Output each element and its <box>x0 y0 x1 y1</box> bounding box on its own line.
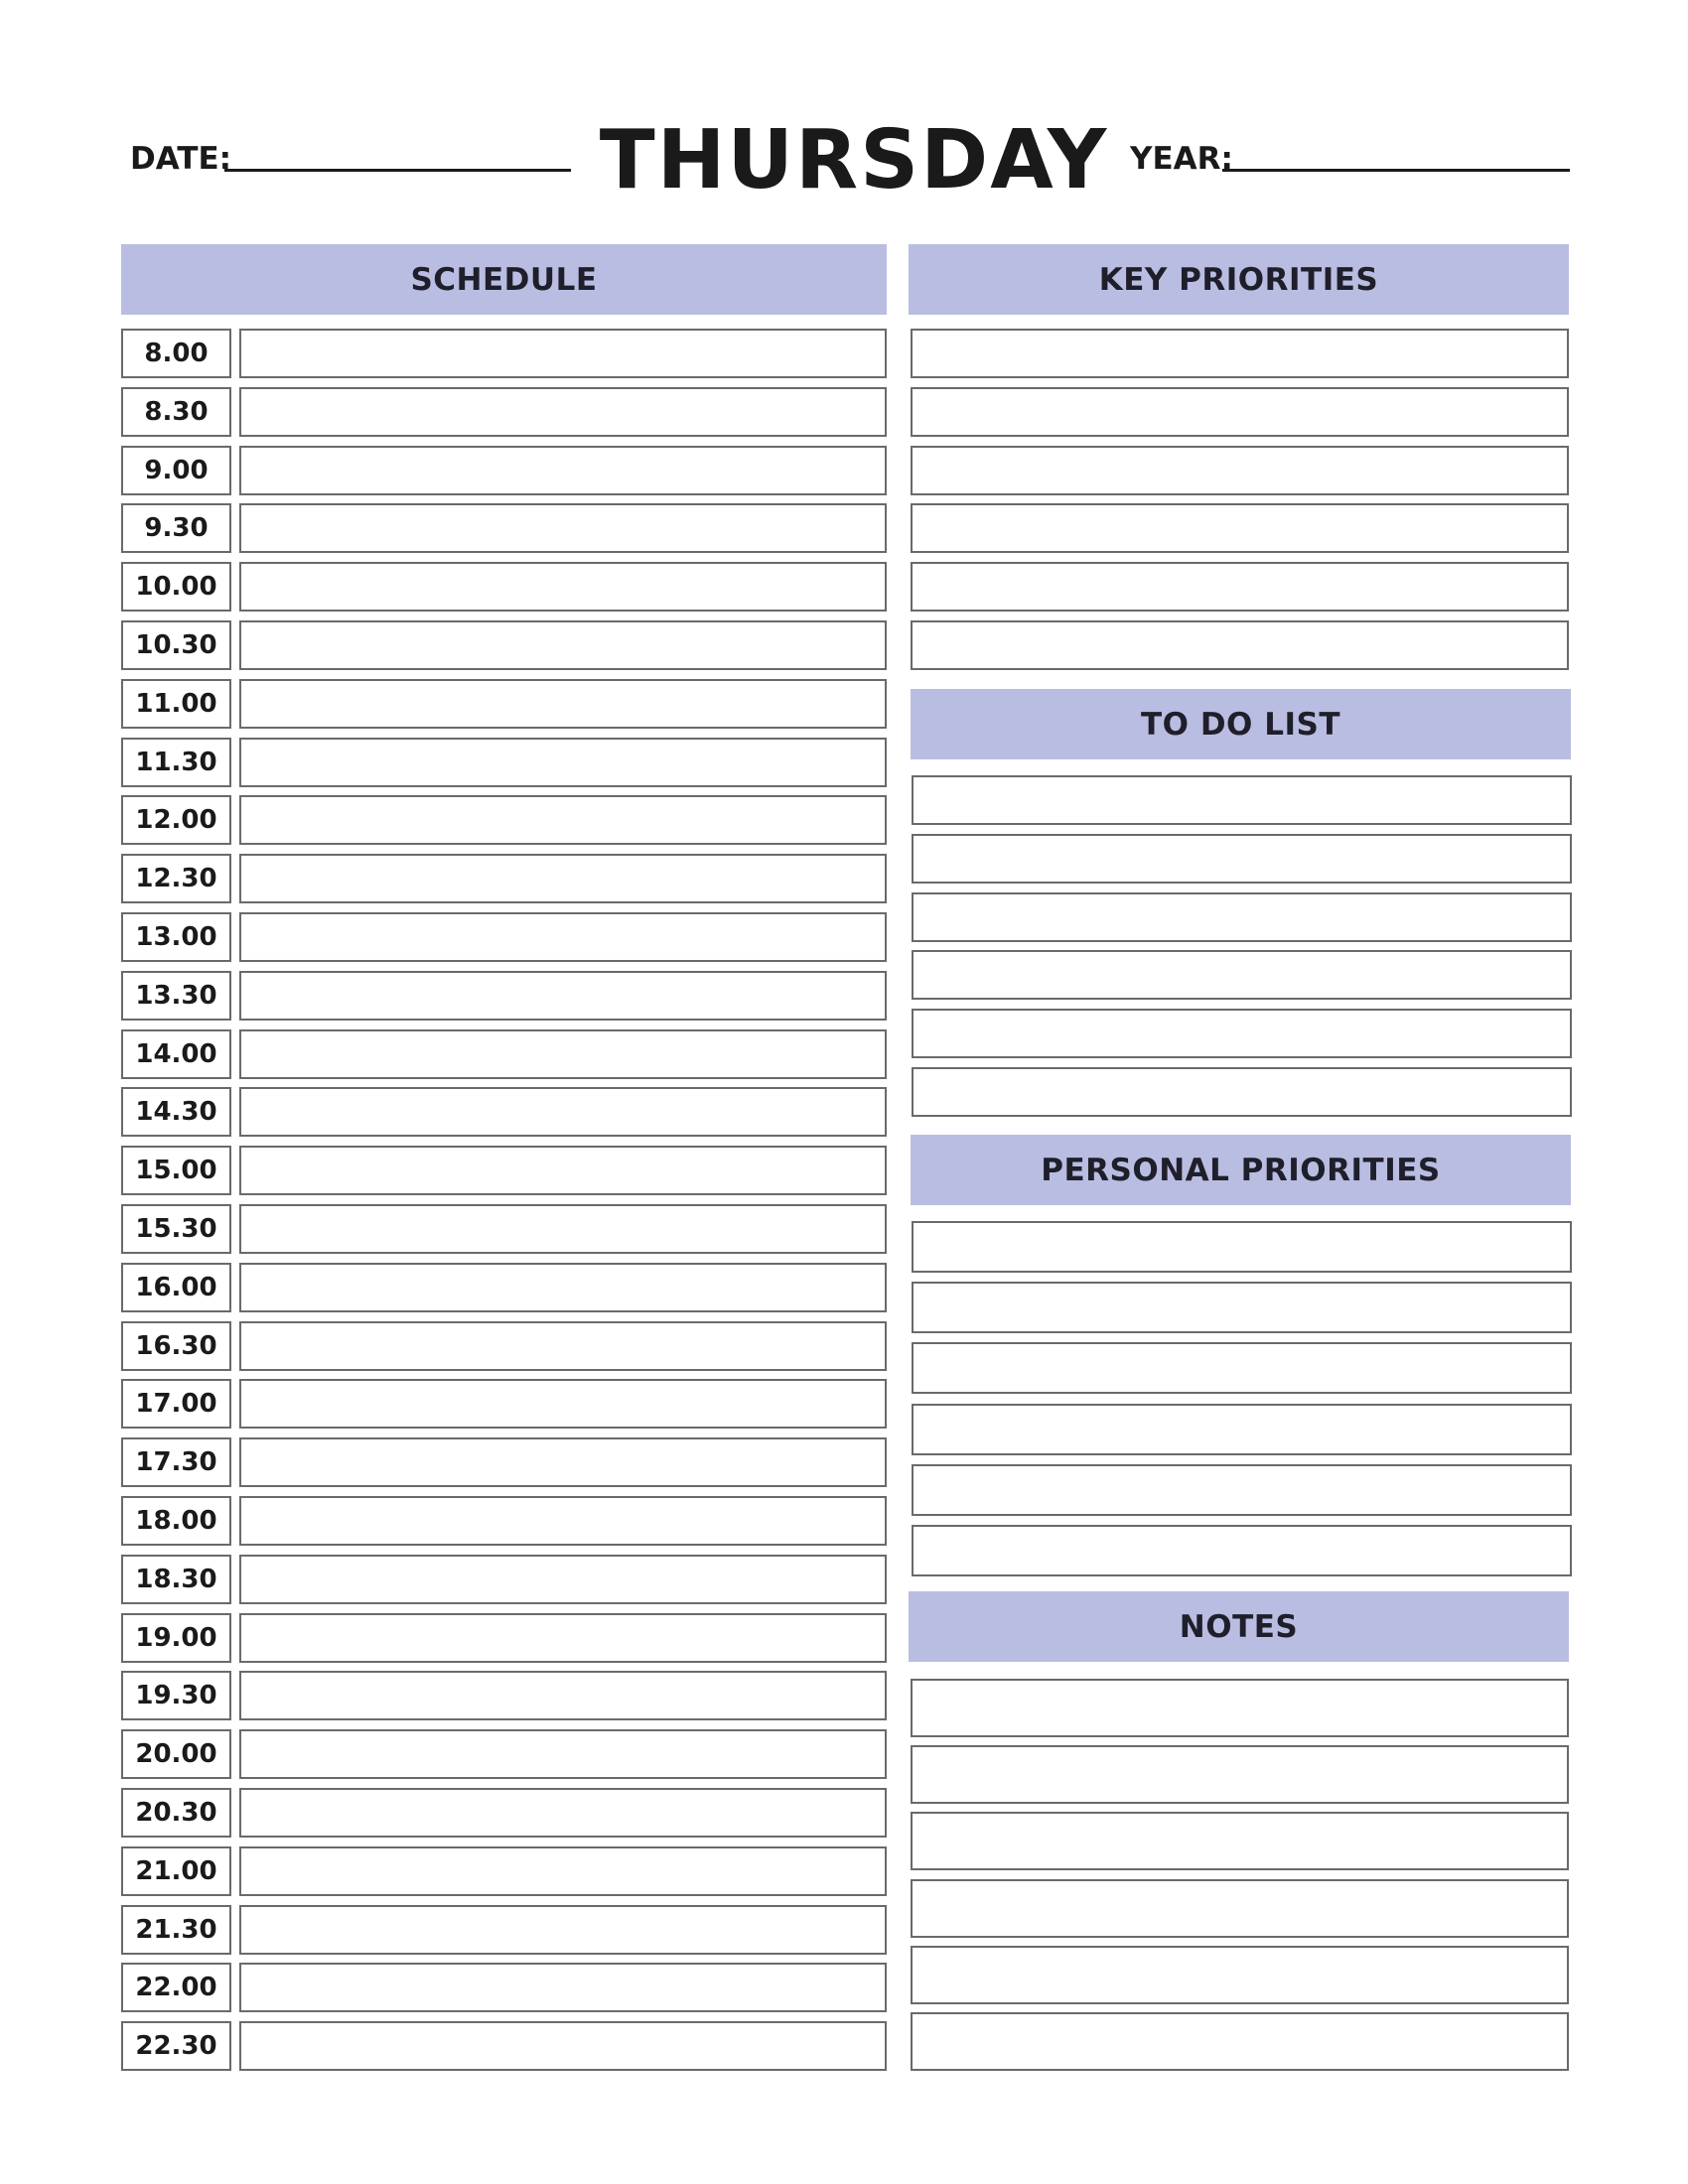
schedule-time-cell: 20.30 <box>121 1788 231 1838</box>
personal-priority-field[interactable] <box>912 1464 1572 1516</box>
key-priority-field[interactable] <box>911 562 1569 612</box>
schedule-entry-field[interactable] <box>239 1846 887 1896</box>
schedule-entry-field[interactable] <box>239 1496 887 1546</box>
schedule-entry-field[interactable] <box>239 562 887 612</box>
schedule-entry-field[interactable] <box>239 620 887 670</box>
schedule-entry-field[interactable] <box>239 1204 887 1254</box>
schedule-entry-field[interactable] <box>239 971 887 1021</box>
todo-item-field[interactable] <box>912 892 1572 942</box>
schedule-time-cell: 17.30 <box>121 1437 231 1487</box>
schedule-time-cell: 13.30 <box>121 971 231 1021</box>
date-field[interactable] <box>224 169 571 172</box>
schedule-entry-field[interactable] <box>239 1788 887 1838</box>
schedule-time-cell: 9.30 <box>121 503 231 553</box>
schedule-entry-field[interactable] <box>239 1437 887 1487</box>
schedule-entry-field[interactable] <box>239 795 887 845</box>
schedule-time-cell: 18.00 <box>121 1496 231 1546</box>
todo-item-field[interactable] <box>912 775 1572 825</box>
schedule-entry-field[interactable] <box>239 329 887 378</box>
todo-item-field[interactable] <box>912 950 1572 1000</box>
schedule-entry-field[interactable] <box>239 1729 887 1779</box>
schedule-time-cell: 12.00 <box>121 795 231 845</box>
todo-item-field[interactable] <box>912 834 1572 884</box>
todo-list-header: TO DO LIST <box>911 689 1571 759</box>
schedule-time-cell: 14.30 <box>121 1087 231 1137</box>
key-priority-field[interactable] <box>911 446 1569 495</box>
schedule-time-cell: 10.30 <box>121 620 231 670</box>
year-field[interactable] <box>1222 169 1570 172</box>
key-priority-field[interactable] <box>911 503 1569 553</box>
schedule-time-cell: 15.30 <box>121 1204 231 1254</box>
schedule-time-cell: 8.30 <box>121 387 231 437</box>
schedule-entry-field[interactable] <box>239 912 887 962</box>
schedule-entry-field[interactable] <box>239 1555 887 1604</box>
schedule-entry-field[interactable] <box>239 1263 887 1312</box>
personal-priority-field[interactable] <box>912 1221 1572 1273</box>
note-field[interactable] <box>911 1946 1569 2004</box>
note-field[interactable] <box>911 2012 1569 2071</box>
personal-priorities-header: PERSONAL PRIORITIES <box>911 1135 1571 1205</box>
note-field[interactable] <box>911 1879 1569 1938</box>
schedule-time-cell: 18.30 <box>121 1555 231 1604</box>
schedule-entry-field[interactable] <box>239 1146 887 1195</box>
schedule-time-cell: 22.30 <box>121 2021 231 2071</box>
schedule-entry-field[interactable] <box>239 854 887 903</box>
schedule-entry-field[interactable] <box>239 387 887 437</box>
schedule-time-cell: 8.00 <box>121 329 231 378</box>
schedule-time-cell: 10.00 <box>121 562 231 612</box>
schedule-time-cell: 20.00 <box>121 1729 231 1779</box>
date-label: DATE: <box>130 141 232 177</box>
day-title: THURSDAY <box>599 113 1109 207</box>
schedule-time-cell: 16.00 <box>121 1263 231 1312</box>
schedule-entry-field[interactable] <box>239 1029 887 1079</box>
schedule-time-cell: 11.00 <box>121 679 231 729</box>
schedule-time-cell: 19.00 <box>121 1613 231 1663</box>
key-priority-field[interactable] <box>911 329 1569 378</box>
schedule-time-cell: 12.30 <box>121 854 231 903</box>
schedule-time-cell: 16.30 <box>121 1321 231 1371</box>
schedule-time-cell: 14.00 <box>121 1029 231 1079</box>
schedule-header: SCHEDULE <box>121 244 887 315</box>
schedule-entry-field[interactable] <box>239 738 887 787</box>
personal-priority-field[interactable] <box>912 1342 1572 1394</box>
schedule-entry-field[interactable] <box>239 1963 887 2012</box>
schedule-entry-field[interactable] <box>239 679 887 729</box>
key-priority-field[interactable] <box>911 620 1569 670</box>
todo-item-field[interactable] <box>912 1067 1572 1117</box>
schedule-entry-field[interactable] <box>239 1905 887 1955</box>
schedule-time-cell: 21.00 <box>121 1846 231 1896</box>
schedule-time-cell: 9.00 <box>121 446 231 495</box>
schedule-time-cell: 21.30 <box>121 1905 231 1955</box>
personal-priority-field[interactable] <box>912 1282 1572 1333</box>
todo-item-field[interactable] <box>912 1009 1572 1058</box>
schedule-entry-field[interactable] <box>239 503 887 553</box>
note-field[interactable] <box>911 1745 1569 1804</box>
schedule-time-cell: 11.30 <box>121 738 231 787</box>
schedule-entry-field[interactable] <box>239 446 887 495</box>
schedule-entry-field[interactable] <box>239 1671 887 1720</box>
note-field[interactable] <box>911 1679 1569 1737</box>
schedule-time-cell: 22.00 <box>121 1963 231 2012</box>
schedule-time-cell: 13.00 <box>121 912 231 962</box>
notes-header: NOTES <box>909 1591 1569 1662</box>
schedule-entry-field[interactable] <box>239 1321 887 1371</box>
schedule-entry-field[interactable] <box>239 1379 887 1429</box>
page-header <box>0 99 1688 218</box>
key-priority-field[interactable] <box>911 387 1569 437</box>
schedule-time-cell: 17.00 <box>121 1379 231 1429</box>
personal-priority-field[interactable] <box>912 1525 1572 1576</box>
key-priorities-header: KEY PRIORITIES <box>909 244 1569 315</box>
schedule-entry-field[interactable] <box>239 2021 887 2071</box>
schedule-entry-field[interactable] <box>239 1087 887 1137</box>
schedule-entry-field[interactable] <box>239 1613 887 1663</box>
note-field[interactable] <box>911 1812 1569 1870</box>
schedule-time-cell: 15.00 <box>121 1146 231 1195</box>
schedule-time-cell: 19.30 <box>121 1671 231 1720</box>
personal-priority-field[interactable] <box>912 1404 1572 1455</box>
year-label: YEAR: <box>1130 141 1233 177</box>
